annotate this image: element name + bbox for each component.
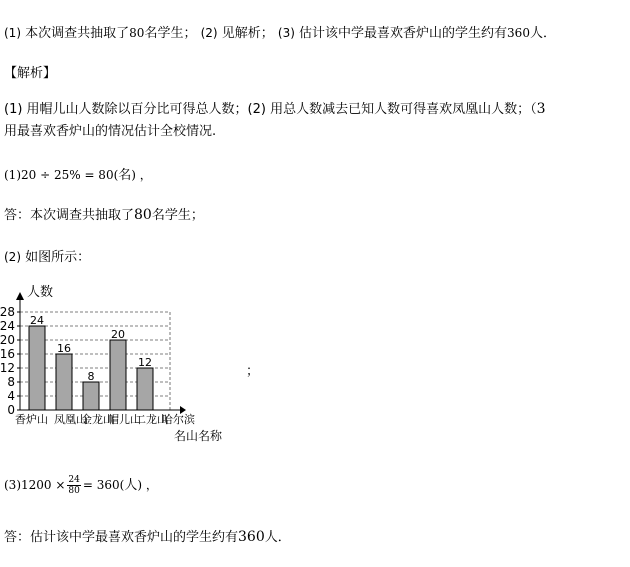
- step1-tail: ) ，: [131, 168, 152, 182]
- analysis-period: .: [212, 124, 217, 139]
- bar-chart: [0, 280, 240, 450]
- bar: [56, 354, 72, 410]
- x-tick-label: 香炉山: [15, 413, 48, 426]
- answer-text-5: 人．: [529, 26, 556, 41]
- step2-marker: (2): [4, 250, 21, 264]
- y-tick-label: 28: [0, 305, 15, 319]
- step2-heading: [4, 246, 90, 265]
- answer-text-4: 估计该中学最喜欢香炉山的学生约有: [299, 26, 508, 41]
- y-tick-label: 20: [0, 333, 15, 347]
- answer-1-number: 80: [134, 207, 152, 223]
- part3-marker: (3): [277, 26, 295, 40]
- answer-text-1: 本次调查共抽取了: [25, 26, 130, 41]
- analysis-line-1: [4, 98, 546, 117]
- x-tick-label: 凤凰山: [54, 413, 87, 426]
- answer-1: [4, 204, 204, 223]
- y-tick-label: 24: [0, 319, 15, 333]
- x-tick-label: 二龙山: [135, 413, 168, 426]
- answer-3-text: 答：估计该中学最喜欢香炉山的学生约有: [4, 530, 239, 545]
- y-tick-label: 8: [7, 375, 15, 389]
- x-extra-label: 哈尔滨: [162, 413, 195, 426]
- bar: [110, 340, 126, 410]
- answer-1-text: 答：本次调查共抽取了: [4, 208, 135, 223]
- step3-prefix: (3)1200 ×: [4, 478, 66, 492]
- step3-unit: 人: [124, 478, 138, 493]
- analysis-text-2: 用最喜欢香炉山的情况估计全校情况: [4, 124, 213, 139]
- x-axis-title: 名山名称: [174, 429, 223, 443]
- y-axis-title: 人数: [27, 285, 54, 300]
- analysis-line-2: [4, 120, 216, 139]
- y-tick-label: 0: [7, 403, 15, 417]
- answer-3-tail: 人．: [264, 530, 291, 545]
- bar: [137, 368, 153, 410]
- data-label: 20: [111, 328, 125, 341]
- data-label: 16: [57, 342, 71, 355]
- part2-marker: (2): [200, 26, 218, 40]
- step1-unit: 名: [118, 168, 132, 183]
- step3-tail: ) ，: [137, 478, 158, 492]
- analysis-text-1: (1) 用帽儿山人数除以百分比可得总人数；(2) 用总人数减去已知人数可得喜欢凤凰山人数；（: [4, 102, 537, 117]
- x-tick-label: 金龙山: [81, 413, 114, 426]
- data-label: 12: [138, 356, 152, 369]
- analysis-number-3: 3: [536, 101, 546, 117]
- answer-3: [4, 526, 291, 545]
- answer-number-80: 80: [129, 26, 145, 40]
- step1-expression: (1)20 ÷ 25% = 80(: [4, 168, 119, 182]
- part1-marker: (1): [4, 26, 21, 40]
- answer-3-number: 360: [238, 529, 265, 545]
- answer-text-3: 见解析；: [221, 26, 274, 41]
- answer-text-2: 名学生；: [144, 26, 197, 41]
- bar: [83, 382, 99, 410]
- answer-number-360: 360: [507, 26, 530, 40]
- data-label: 8: [87, 370, 95, 383]
- answer-1-tail: 名学生；: [151, 208, 204, 223]
- y-axis-arrow: [16, 292, 24, 300]
- fraction-numerator: 24: [68, 475, 80, 485]
- x-tick-label: 帽儿山: [108, 413, 141, 426]
- step3-formula: [4, 474, 158, 496]
- y-tick-label: 12: [0, 361, 15, 375]
- chart-semicolon: ；: [246, 364, 260, 379]
- y-tick-label: 16: [0, 347, 15, 361]
- fraction-denominator: 80: [68, 486, 80, 496]
- step3-equals: = 360(: [82, 478, 125, 492]
- data-label: 24: [30, 314, 44, 327]
- step1-formula: [4, 164, 152, 183]
- analysis-header: 【解析】: [4, 66, 57, 81]
- step3-fraction: [67, 475, 80, 496]
- answer-summary: [4, 22, 556, 41]
- bar: [29, 326, 45, 410]
- y-tick-label: 4: [7, 389, 15, 403]
- step2-text: 如图所示：: [25, 250, 91, 265]
